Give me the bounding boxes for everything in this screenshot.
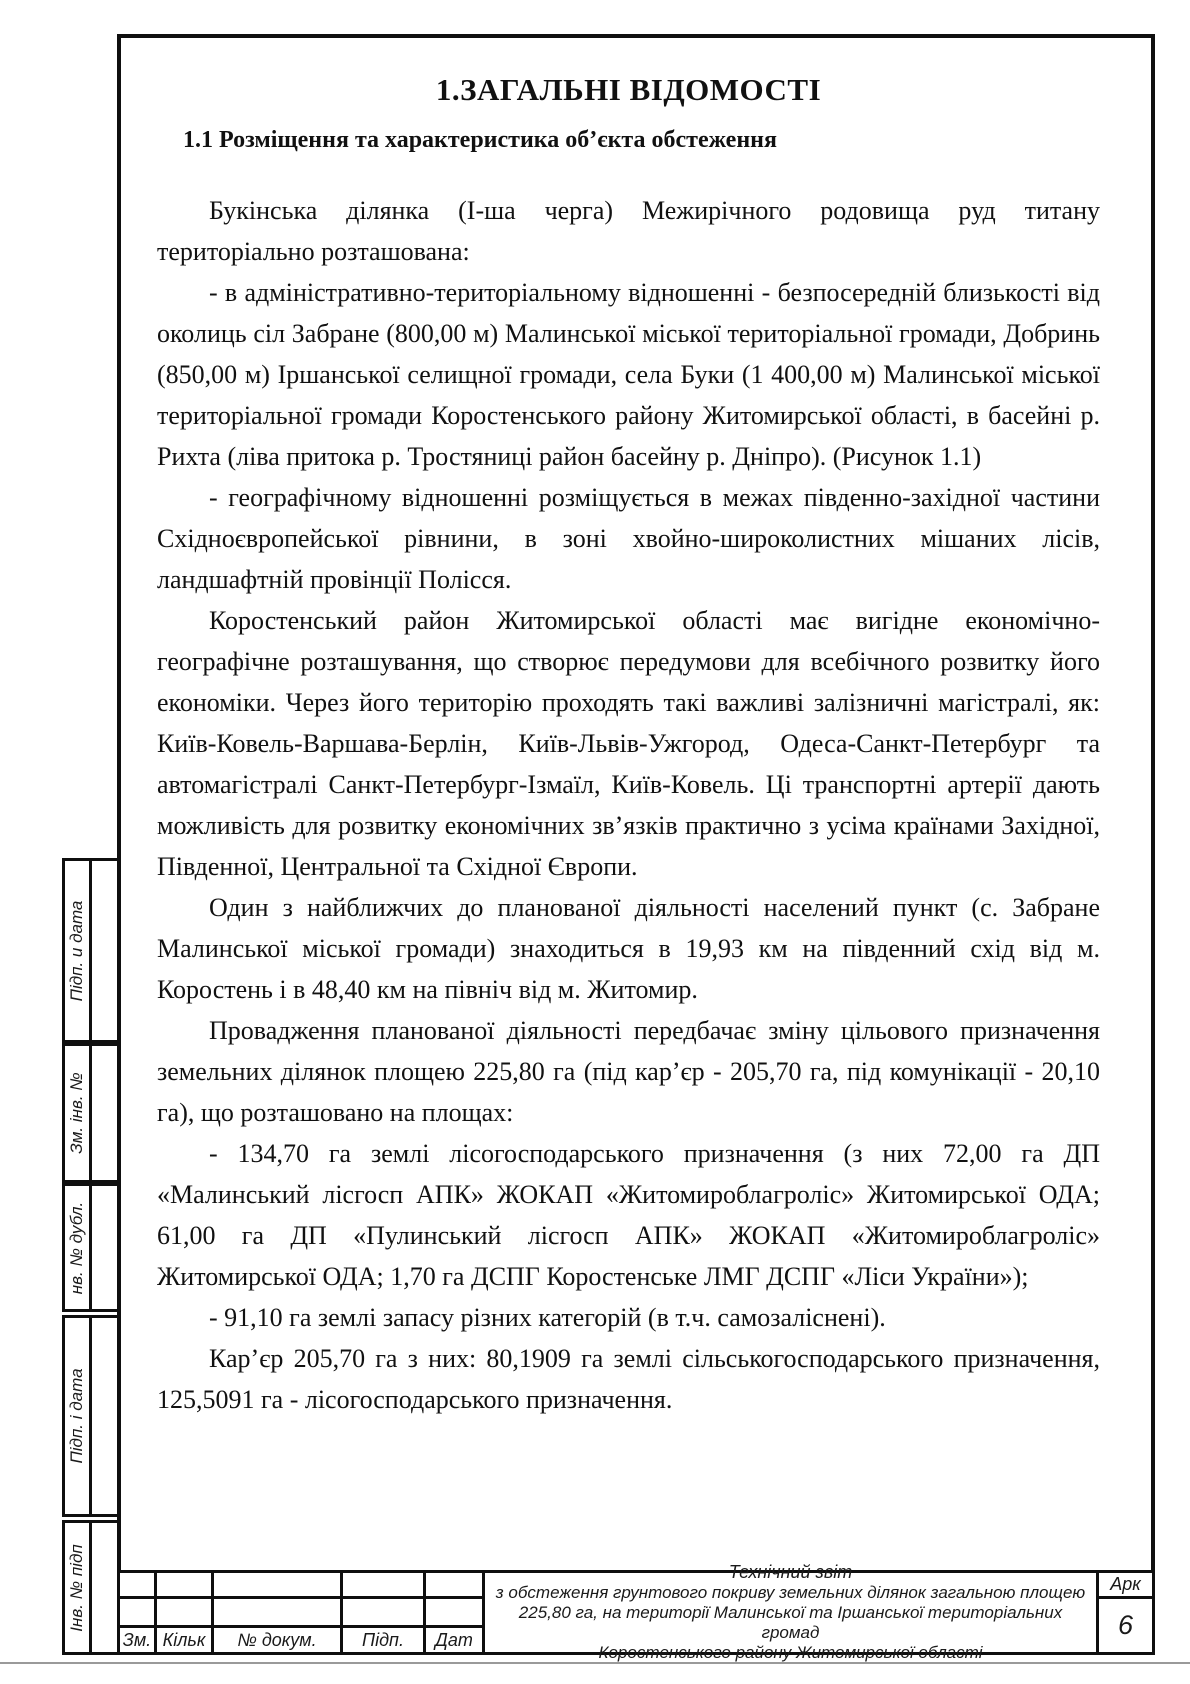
- page-frame: [117, 34, 1155, 1655]
- body-paragraph: Провадження планованої діяльності передбачає зміну цільового призначення земельних ділянок площею 225,80 га (під кар’єр - 205,70 га, під комунікації - 20,10 га), що розташовано на площах:: [157, 1016, 1100, 1127]
- stamp-empty-cell: [92, 1186, 117, 1309]
- stamp-empty-cell: [92, 1046, 117, 1180]
- doc-title-line: Технічний звіт: [728, 1562, 853, 1582]
- scan-edge-line: [0, 1662, 1190, 1664]
- stamp-box-podp-y-data: [62, 858, 120, 1043]
- stamp-label: Зм. інв. №: [67, 1072, 86, 1154]
- stamp-label-cell: [65, 1318, 92, 1514]
- stamp-label-cell: [65, 861, 92, 1040]
- body-paragraph: - 134,70 га землі лісогосподарського призначення (з них 72,00 га ДП «Малинський лісгосп АПК» ЖОКАП «Житомироблагроліс» Житомирської ОДА; 61,00 га ДП «Пулинський лісгосп АПК» ЖОКАП «Житомироблагроліс» Житомирської ОДА; 1,70 га ДСПГ Коростенське ЛМГ ДСПГ «Ліси України»);: [157, 1139, 1100, 1291]
- titleblock-empty-cell: [214, 1573, 343, 1599]
- titleblock-empty-cell: [343, 1599, 426, 1628]
- stamp-label-cell: [65, 1523, 92, 1652]
- stamp-label: нв. № дубл.: [67, 1201, 86, 1294]
- stamp-label: Інв. № підп: [67, 1543, 86, 1632]
- body-paragraph: Букінська ділянка (І-ша черга) Межирічного родовища руд титану територіально розташована:: [157, 196, 1100, 266]
- titleblock-empty-cell: [120, 1573, 157, 1599]
- section-heading: 1.1 Розміщення та характеристика об’єкта обстеження: [183, 127, 777, 153]
- stamp-empty-cell: [92, 1318, 117, 1514]
- stamp-label: Підп. і дата: [67, 1368, 86, 1464]
- titleblock-col-kilk: Кільк: [157, 1628, 214, 1652]
- titleblock-empty-cell: [157, 1599, 214, 1628]
- body-paragraph: - 91,10 га землі запасу різних категорій (в т.ч. самозаліснені).: [209, 1303, 886, 1332]
- page-content: [157, 38, 1100, 1420]
- page-title: 1.ЗАГАЛЬНІ ВІДОМОСТІ: [435, 72, 822, 107]
- stamp-box-inv-no-podp: [62, 1520, 120, 1655]
- stamp-box-podp-i-data: [62, 1315, 120, 1517]
- body-paragraph: - в адміністративно-територіальному відношенні - безпосередній близькості від околиць сіл Забране (800,00 м) Малинської міської територіальної громади, Добринь (850,00 м) Іршанської селищної громади, села Буки (1 400,00 м) Малинської міської територіальної громади Коростенського району Житомирської області, в басейні р. Рихта (ліва притока р. Тростяниці район басейну р. Дніпро). (Рисунок 1.1): [157, 278, 1100, 471]
- stamp-empty-cell: [92, 1523, 117, 1652]
- titleblock-empty-cell: [343, 1573, 426, 1599]
- stamp-label-cell: [65, 1186, 92, 1309]
- titleblock-empty-cell: [426, 1599, 485, 1628]
- title-block: [117, 1562, 1155, 1662]
- sheet-number: 6: [1117, 1610, 1134, 1640]
- sheet-label: Арк: [1099, 1573, 1152, 1599]
- stamp-empty-cell: [92, 861, 117, 1040]
- titleblock-col-podp: Підп.: [343, 1628, 426, 1652]
- titleblock-empty-cell: [120, 1599, 157, 1628]
- titleblock-empty-cell: [157, 1573, 214, 1599]
- titleblock-col-zm: Зм.: [120, 1628, 157, 1652]
- body-paragraph: Один з найближчих до планованої діяльності населений пункт (с. Забране Малинської міської громади) знаходиться в 19,93 км на південний схід від м. Коростень і в 48,40 км на північ від м. Житомир.: [157, 893, 1100, 1004]
- body-text: [157, 190, 1100, 1420]
- body-paragraph: Кар’єр 205,70 га з них: 80,1909 га землі сільськогосподарського призначення, 125,5091 га - лісогосподарського призначення.: [157, 1344, 1100, 1414]
- doc-title-line: з обстеження грунтового покриву земельних ділянок загальною площею: [495, 1583, 1086, 1602]
- titleblock-col-dokum: № докум.: [214, 1628, 343, 1652]
- titleblock-col-dat: Дат: [426, 1628, 485, 1652]
- doc-title-line: Коростенського району Житомирської області: [598, 1643, 983, 1662]
- stamp-label-cell: [65, 1046, 92, 1180]
- titleblock-empty-cell: [426, 1573, 485, 1599]
- stamp-box-inv-no-dubl: [62, 1183, 120, 1312]
- body-paragraph: - географічному відношенні розміщується в межах південно-західної частини Східноєвропейської рівнини, в зоні хвойно-широколистних мішаних лісів, ландшафтній провінції Полісся.: [157, 483, 1100, 594]
- body-paragraph: Коростенський район Житомирської області має вигідне економічно-географічне розташування, що створює передумови для всебічного розвитку його економіки. Через його територію проходять такі важливі залізничні магістралі, як: Київ-Ковель-Варшава-Берлін, Київ-Львів-Ужгород, Одеса-Санкт-Петербург та автомагістралі Санкт-Петербург-Ізмаїл, Київ-Ковель. Ці транспортні артерії дають можливість для розвитку економічних зв’язків практично з усіма країнами Західної, Південної, Центральної та Східної Європи.: [157, 606, 1100, 881]
- titleblock-empty-cell: [214, 1599, 343, 1628]
- stamp-box-zm-inv-no: [62, 1043, 120, 1183]
- stamp-label: Підп. и дата: [67, 900, 86, 1001]
- doc-title-line: 225,80 га, на території Малинської та Іршанської територіальних громад: [518, 1603, 1063, 1642]
- titleblock-doc-title: [485, 1562, 1099, 1662]
